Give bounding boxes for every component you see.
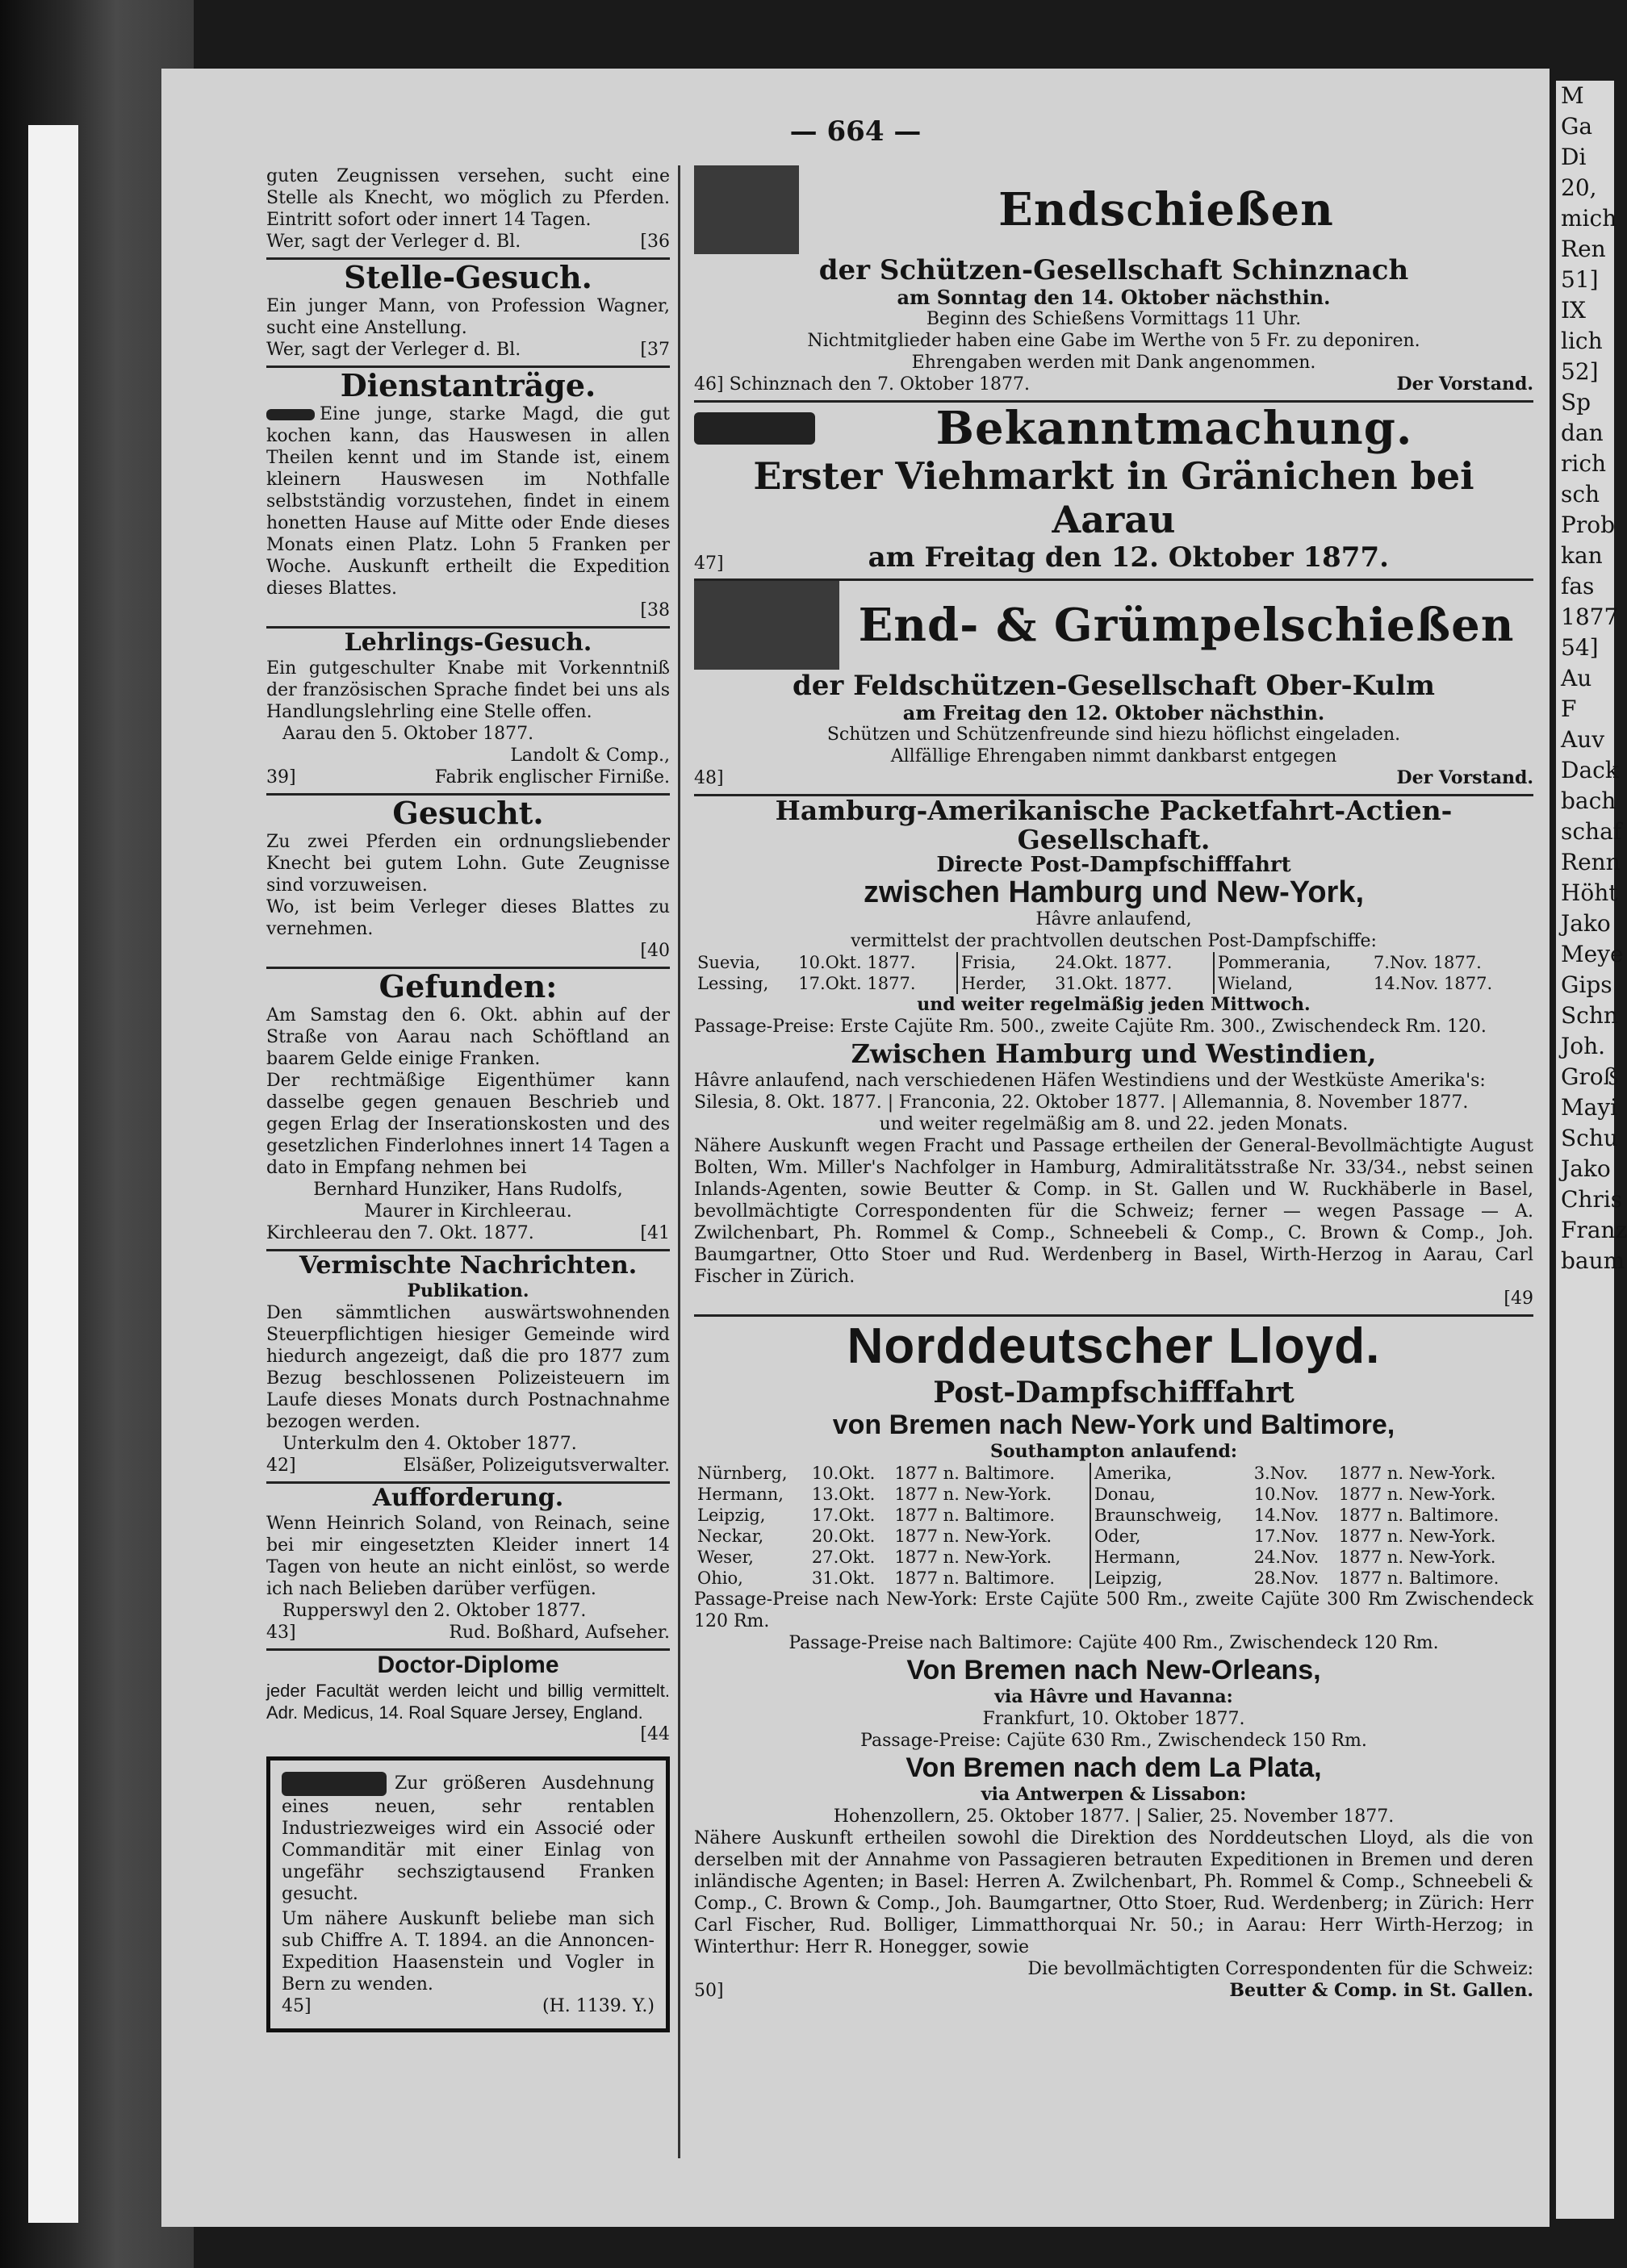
table-cell: 24.Nov. <box>1253 1548 1320 1567</box>
ad-number: 43] <box>266 1623 296 1643</box>
edge-text-fragment: Renn <box>1561 849 1621 875</box>
edge-text-fragment: Franz <box>1561 1217 1627 1243</box>
table-cell: Neckar, <box>697 1527 764 1546</box>
ad-line: vermittelst der prachtvollen deutschen Post-Dampfschiffe: <box>851 931 1377 951</box>
table-cell: Hermann, <box>1090 1547 1251 1568</box>
ad-date: Aarau den 5. Oktober 1877. <box>282 724 534 744</box>
table-cell: Ohio, <box>697 1568 743 1588</box>
ad-text: Nähere Auskunft wegen Fracht und Passage ertheilen der General-Bevollmächtigte August Bolten, Wm. Miller's Nachfolger in Hamburg, Admiralitätsstraße Nr. 33/34., nebst seinen Inlands-Agenten, sowie Beutter & Comp. in St. Gallen und W. Ruckhäberle in Basel, bevollmächtigte Correspondenten für die Schweiz; ferner — wegen Passage — A. Zwilchenbart, Ph. Rommel & Comp., Schneebeli & Comp., C. Brown & Comp., Joh. Baumgartner, Otto Stoer und Rud. Werdenberg in Basel, Wirth-Herzog in Aarau, Carl Fischer in Zürich. <box>694 1136 1533 1287</box>
table-cell: 17.Okt. <box>811 1506 876 1525</box>
ad-text: Nähere Auskunft ertheilen sowohl die Direktion des Norddeutschen Lloyd, als die von derselben mit der Annahme von Passagieren betrauten Expeditionen in Bremen und deren inländische Agenten; in Basel: Herren A. Zwilchenbart, Ph. Rommel & Comp., Schneebeli & Comp., C. Brown & Comp., Joh. Baumgartner, Otto Stoer, Rud. Werdenberg; in Zürich: Herr Carl Fischer, Rud. Bolliger, Limmatthorquai Nr. 50.; in Aarau: Herr Wirth-Herzog; in Winterthur: Herr R. Honegger, sowie <box>694 1828 1533 1957</box>
table-cell: Pommerania, <box>1214 952 1370 973</box>
ad-ask: Wer, sagt der Verleger d. Bl. <box>266 232 521 252</box>
edge-text-fragment: Sp <box>1561 389 1591 416</box>
ad-prices: Passage-Preise: Erste Cajüte Rm. 500., zweite Cajüte Rm. 300., Zwischendeck Rm. 120. <box>694 1017 1487 1037</box>
ad-subtitle: von Bremen nach New-York und Baltimore, <box>832 1410 1395 1440</box>
ad-number: 39] <box>266 767 296 787</box>
next-page-edge <box>1556 81 1627 2219</box>
ad-date: Schinznach den 7. Oktober 1877. <box>729 374 1030 395</box>
ad-line: Nichtmitglieder haben eine Gabe im Werthe von 5 Fr. zu deponiren. <box>807 331 1420 351</box>
edge-text-fragment: Jako <box>1561 910 1611 937</box>
ad-text: Der rechtmäßige Eigenthümer kann dasselbe gegen genauen Beschrieb und gegen Erlag der Inserationskosten und des gesetzlichen Finderlohnes innert 14 Tagen a dato in Empfang nehmen bei <box>266 1071 670 1178</box>
table-cell: Nürnberg, <box>697 1464 788 1483</box>
table-cell: Weser, <box>697 1548 754 1567</box>
edge-text-fragment: dan <box>1561 420 1604 446</box>
table-row <box>694 1463 1533 1484</box>
table-cell: 1877 n. Baltimore. <box>1338 1506 1499 1525</box>
ad-subtitle: Von Bremen nach New-Orleans, <box>906 1655 1321 1685</box>
ad-subtitle: Post-Dampfschifffahrt <box>933 1376 1294 1410</box>
ad-title: Aufforderung. <box>372 1484 564 1512</box>
table-cell: Hermann, <box>697 1485 784 1504</box>
table-cell: 10.Okt. <box>811 1464 876 1483</box>
edge-text-fragment: 20, <box>1561 174 1597 201</box>
ad-date: Kirchleerau den 7. Okt. 1877. <box>266 1223 534 1243</box>
table-row <box>694 1526 1533 1547</box>
ad-signature: Beutter & Comp. in St. Gallen. <box>1229 1980 1533 2001</box>
ad-line: Erster Viehmarkt in Gränichen bei Aarau <box>753 454 1474 541</box>
ad-title: End- & Grümpelschießen <box>858 599 1515 652</box>
ad-line: am Freitag den 12. Oktober 1877. <box>868 541 1389 574</box>
edge-text-fragment: mich <box>1561 205 1617 232</box>
table-cell: 24.Okt. 1877. <box>1055 953 1173 972</box>
edge-text-fragment: fas <box>1561 573 1595 599</box>
table-cell: 1877 n. New-York. <box>1338 1485 1496 1504</box>
edge-text-fragment: F <box>1561 695 1577 722</box>
ad-line: Hâvre anlaufend, <box>1035 909 1192 929</box>
edge-text-fragment: 1877 <box>1561 604 1619 630</box>
ad-number: [37 <box>640 340 670 360</box>
edge-text-fragment: Chris <box>1561 1186 1623 1213</box>
edge-text-fragment: 51] <box>1561 266 1599 293</box>
ad-48 <box>694 581 1533 789</box>
ad-title: Doctor-Diplome <box>377 1652 559 1678</box>
ad-date: Rupperswyl den 2. Oktober 1877. <box>282 1601 587 1621</box>
ad-number: 50] <box>694 1981 724 2001</box>
table-cell: Braunschweig, <box>1090 1505 1251 1526</box>
edge-text-fragment: Di <box>1561 144 1587 170</box>
ad-36 <box>266 165 670 253</box>
table-cell: 10.Nov. <box>1253 1485 1320 1504</box>
ad-line: Allfällige Ehrengaben nimmt dankbarst entgegen <box>890 746 1337 766</box>
ad-body: Eine junge, starke Magd, die gut kochen kann, das Hauswesen in allen Theilen kennt und im Stande ist, einem kleinern Hauswesen im Nothfalle selbstständig vorzustehen, findet in einem honetten Hause auf Mitte oder Ende dieses Monats einen Platz. Lohn 5 Franken per Woche. Auskunft ertheilt die Expedition dieses Blattes. <box>266 404 670 599</box>
pointing-hand-icon <box>282 1772 387 1796</box>
ad-text: Ein gutgeschulter Knabe mit Vorkenntniß der französischen Sprache findet bei uns als Handlungslehrling eine Stelle offen. <box>266 658 670 722</box>
ad-title: Stelle-Gesuch. <box>344 259 592 295</box>
ad-body: Zur größeren Ausdehnung eines neuen, sehr rentablen Industriezweiges wird ein Associé oder Commanditär mit einer Einlag von ungefähr sechszigtausend Franken gesucht. <box>282 1773 655 1904</box>
ad-reference: (H. 1139. Y.) <box>542 1996 655 2016</box>
edge-text-fragment: Dack <box>1561 757 1619 783</box>
table-cell: 14.Nov. <box>1253 1506 1320 1525</box>
ad-line: via Antwerpen & Lissabon: <box>981 1784 1247 1805</box>
ad-line: und weiter regelmäßig jeden Mittwoch. <box>917 994 1311 1015</box>
edge-text-fragment: kan <box>1561 542 1603 569</box>
ad-title: Gefunden: <box>379 968 558 1005</box>
ad-number: [40 <box>640 941 670 961</box>
ad-line: am Sonntag den 14. Oktober nächsthin. <box>897 286 1331 309</box>
ad-text: Den sämmtlichen auswärtswohnenden Steuerpflichtigen hiesiger Gemeinde wird hiedurch angezeigt, daß die pro 1877 zum Bezug beschlossenen Polizeisteuern im Laufe dieses Monats durch Postnachnahme bezogen werden. <box>266 1303 670 1432</box>
ad-50 <box>694 1317 1533 2002</box>
ad-prices: Passage-Preise nach New-York: Erste Cajüte 500 Rm., zweite Cajüte 300 Rm Zwischendeck 120 Rm. <box>694 1589 1533 1631</box>
table-cell: 17.Okt. 1877. <box>798 974 916 993</box>
table-cell: 7.Nov. 1877. <box>1373 953 1482 972</box>
ad-title: Endschießen <box>998 183 1334 236</box>
table-row <box>694 952 1533 973</box>
ad-title: Lehrlings-Gesuch. <box>344 629 592 657</box>
edge-text-fragment: rich <box>1561 450 1607 477</box>
edge-text-fragment: Höht <box>1561 879 1618 906</box>
ad-number: 45] <box>282 1996 312 2016</box>
ad-ask: Wer, sagt der Verleger d. Bl. <box>266 340 521 360</box>
table-cell: Lessing, <box>697 974 769 993</box>
ad-line: via Hâvre und Havanna: <box>994 1686 1233 1707</box>
table-cell: 13.Okt. <box>811 1485 876 1504</box>
paper-strip <box>28 125 78 2223</box>
table-cell: 31.Okt. 1877. <box>1055 974 1173 993</box>
ad-line: Southampton anlaufend: <box>990 1441 1237 1462</box>
table-cell: 1877 n. Baltimore. <box>1338 1568 1499 1588</box>
table-cell: 1877 n. Baltimore. <box>894 1568 1056 1588</box>
ad-40 <box>266 796 670 962</box>
edge-text-fragment: Joh. <box>1561 1033 1606 1059</box>
table-cell: 20.Okt. <box>811 1527 876 1546</box>
ad-text: Wenn Heinrich Soland, von Reinach, seine bei mir eingesetzten Kleider innert 14 Tagen von heute an nicht einlöst, so werde ich nach Belieben darüber verfügen. <box>266 1514 670 1599</box>
table-cell: 1877 n. New-York. <box>894 1527 1052 1546</box>
ad-line: am Freitag den 12. Oktober nächsthin. <box>902 701 1325 725</box>
ad-text <box>282 1772 655 1905</box>
ad-subtitle: Zwischen Hamburg und Westindien, <box>851 1038 1377 1069</box>
ad-line: Schützen und Schützenfreunde sind hiezu höflichst eingeladen. <box>826 725 1401 745</box>
ad-line: und weiter regelmäßig am 8. und 22. jeden Monats. <box>879 1114 1349 1134</box>
table-cell: 1877 n. Baltimore. <box>894 1506 1056 1525</box>
table-cell: 1877 n. New-York. <box>894 1485 1052 1504</box>
ad-41 <box>266 969 670 1244</box>
edge-text-fragment: IX <box>1561 297 1586 324</box>
edge-text-fragment: Ren <box>1561 236 1606 262</box>
ad-signature: Der Vorstand. <box>1396 374 1533 395</box>
ad-number: 47] <box>694 553 724 574</box>
table-cell: 1877 n. New-York. <box>1338 1464 1496 1483</box>
table-row <box>694 1484 1533 1505</box>
table-cell: Leipzig, <box>697 1506 766 1525</box>
ship-schedule-table <box>694 1463 1533 1589</box>
edge-text-fragment: Ga <box>1561 113 1593 140</box>
column-divider <box>678 165 680 2158</box>
ad-text: Ein junger Mann, von Profession Wagner, sucht eine Anstellung. <box>266 296 670 338</box>
table-cell: 14.Nov. 1877. <box>1373 974 1493 993</box>
ad-line: Hâvre anlaufend, nach verschiedenen Häfen Westindiens und der Westküste Amerika's: <box>694 1071 1486 1091</box>
table-cell: 27.Okt. <box>811 1548 876 1567</box>
table-cell: 1877 n. New-York. <box>1338 1527 1496 1546</box>
ad-signature: Landolt & Comp., <box>510 746 670 766</box>
ad-prices: Passage-Preise nach Baltimore: Cajüte 400 Rm., Zwischendeck 120 Rm. <box>788 1633 1439 1653</box>
ad-43 <box>266 1484 670 1644</box>
table-cell: 10.Okt. 1877. <box>798 953 916 972</box>
ad-text: Um nähere Auskunft beliebe man sich sub Chiffre A. T. 1894. an die Annoncen-Expedition Haasenstein und Vogler in Bern zu wenden. <box>282 1909 655 1994</box>
edge-text-fragment: schaf <box>1561 818 1622 845</box>
table-row <box>694 1505 1533 1526</box>
table-cell: 28.Nov. <box>1253 1568 1320 1588</box>
ad-line: Die bevollmächtigten Correspondenten für die Schweiz: <box>1027 1959 1533 1979</box>
page-number: — 664 — <box>789 115 922 148</box>
left-column <box>266 165 670 2032</box>
shooting-scene-illustration <box>694 165 799 254</box>
ad-signature: Rud. Boßhard, Aufseher. <box>449 1623 670 1643</box>
ad-line: Silesia, 8. Okt. 1877. | Franconia, 22. Oktober 1877. | Allemannia, 8. November 1877. <box>694 1092 1469 1113</box>
ad-line: der Feldschützen-Gesellschaft Ober-Kulm <box>792 670 1435 702</box>
ad-number: [38 <box>640 600 670 620</box>
edge-text-fragment: Meye <box>1561 941 1624 967</box>
ship-schedule-table <box>694 952 1533 994</box>
right-column <box>694 165 1533 2007</box>
table-cell: Suevia, <box>697 953 761 972</box>
ad-line: Ehrengaben werden mit Dank angenommen. <box>911 353 1316 373</box>
table-cell: Amerika, <box>1090 1463 1251 1484</box>
ad-signature: Elsäßer, Polizeigutsverwalter. <box>403 1456 670 1476</box>
pointing-hand-icon <box>266 409 315 420</box>
table-cell: 17.Nov. <box>1253 1527 1320 1546</box>
ad-number: [36 <box>640 232 670 252</box>
ad-signature: Der Vorstand. <box>1396 767 1533 788</box>
ad-subtitle: zwischen Hamburg und New-York, <box>863 875 1365 909</box>
ad-text: Am Samstag den 6. Okt. abhin auf der Straße von Aarau nach Schöftland an baarem Gelde einige Franken. <box>266 1005 670 1069</box>
table-cell: 1877 n. New-York. <box>894 1548 1052 1567</box>
newspaper-page <box>161 69 1550 2227</box>
ad-line: Frankfurt, 10. Oktober 1877. <box>982 1709 1245 1729</box>
ad-title: Gesucht. <box>392 795 544 831</box>
table-cell: Oder, <box>1090 1526 1251 1547</box>
table-cell: 31.Okt. <box>811 1568 876 1588</box>
edge-text-fragment: Au <box>1561 665 1592 691</box>
edge-text-fragment: sch <box>1561 481 1600 507</box>
table-row <box>694 973 1533 994</box>
table-cell: Donau, <box>1090 1484 1251 1505</box>
edge-text-fragment: Schn <box>1561 1002 1618 1029</box>
ad-date: Unterkulm den 4. Oktober 1877. <box>282 1434 577 1454</box>
ad-line: Beginn des Schießens Vormittags 11 Uhr. <box>926 309 1302 329</box>
table-cell: Leipzig, <box>1090 1568 1251 1589</box>
ad-signature: Bernhard Hunziker, Hans Rudolfs, <box>313 1180 623 1200</box>
ad-title: Dienstanträge. <box>340 367 596 403</box>
edge-text-fragment: Gips <box>1561 971 1612 998</box>
ad-signature: Fabrik englischer Firniße. <box>434 767 670 787</box>
edge-text-fragment: M <box>1561 82 1584 109</box>
ad-text: jeder Facultät werden leicht und billig vermittelt. Adr. Medicus, 14. Roal Square Jersey, England. <box>266 1681 670 1723</box>
ad-ask: Wo, ist beim Verleger dieses Blattes zu vernehmen. <box>266 897 670 939</box>
ad-text <box>266 403 670 599</box>
ad-44 <box>266 1651 670 1745</box>
table-row <box>694 1568 1533 1589</box>
edge-text-fragment: lich <box>1561 328 1603 354</box>
edge-text-fragment: Groß <box>1561 1063 1619 1090</box>
ad-39 <box>266 629 670 788</box>
edge-text-fragment: 52] <box>1561 358 1599 385</box>
ad-signature: Maurer in Kirchleerau. <box>364 1201 572 1222</box>
ad-number: [44 <box>640 1724 670 1744</box>
edge-text-fragment: Mayi <box>1561 1094 1618 1121</box>
ad-45-box <box>266 1756 670 2032</box>
ad-42 <box>266 1251 670 1476</box>
edge-text-fragment: Jako <box>1561 1155 1611 1182</box>
table-cell: Herder, <box>957 973 1052 994</box>
ad-text: guten Zeugnissen versehen, sucht eine Stelle als Knecht, wo möglich zu Pferden. Eintritt sofort oder innert 14 Tagen. <box>266 166 670 230</box>
table-cell: 1877 n. New-York. <box>1338 1548 1496 1567</box>
ad-title: Bekanntmachung. <box>935 402 1413 455</box>
ad-text: Zu zwei Pferden ein ordnungsliebender Knecht bei gutem Lohn. Gute Zeugnisse sind vorzuweisen. <box>266 832 670 896</box>
table-cell: 3.Nov. <box>1253 1464 1308 1483</box>
ad-number: 42] <box>266 1456 296 1476</box>
pointing-hand-icon <box>694 412 815 445</box>
ad-subtitle: Von Bremen nach dem La Plata, <box>906 1752 1322 1783</box>
ad-line: der Schützen-Gesellschaft Schinznach <box>818 254 1409 286</box>
table-cell: Wieland, <box>1214 973 1370 994</box>
table-cell: 1877 n. Baltimore. <box>894 1464 1056 1483</box>
edge-text-fragment: bach <box>1561 787 1617 814</box>
ad-47 <box>694 403 1533 574</box>
edge-text-fragment: Auv <box>1561 726 1605 753</box>
edge-text-fragment: baum <box>1561 1247 1625 1274</box>
edge-text-fragment: 54] <box>1561 634 1599 661</box>
ad-line: Hohenzollern, 25. Oktober 1877. | Salier, 25. November 1877. <box>833 1806 1395 1827</box>
ad-title: Norddeutscher Lloyd. <box>847 1318 1381 1374</box>
ad-number: [41 <box>640 1223 670 1243</box>
ad-38 <box>266 368 670 621</box>
table-cell: Frisia, <box>957 952 1052 973</box>
ad-title: Hamburg-Amerikanische Packetfahrt-Actien-Gesellschaft. <box>775 795 1453 855</box>
ad-46 <box>694 165 1533 395</box>
ad-49 <box>694 796 1533 1309</box>
ad-number: 46] <box>694 374 724 395</box>
ad-prices: Passage-Preise: Cajüte 630 Rm., Zwischendeck 150 Rm. <box>860 1731 1367 1751</box>
ad-subtitle: Directe Post-Dampfschifffahrt <box>936 853 1291 877</box>
ad-37 <box>266 260 670 361</box>
ad-number: [49 <box>1504 1289 1533 1309</box>
ad-title: Vermischte Nachrichten. <box>299 1251 638 1280</box>
edge-text-fragment: Schu <box>1561 1125 1618 1151</box>
table-row <box>694 1547 1533 1568</box>
ad-number: 48] <box>694 768 724 788</box>
ad-subtitle: Publikation. <box>407 1280 529 1301</box>
shooting-scene-illustration <box>694 581 839 670</box>
edge-text-fragment: Prob <box>1561 512 1616 538</box>
